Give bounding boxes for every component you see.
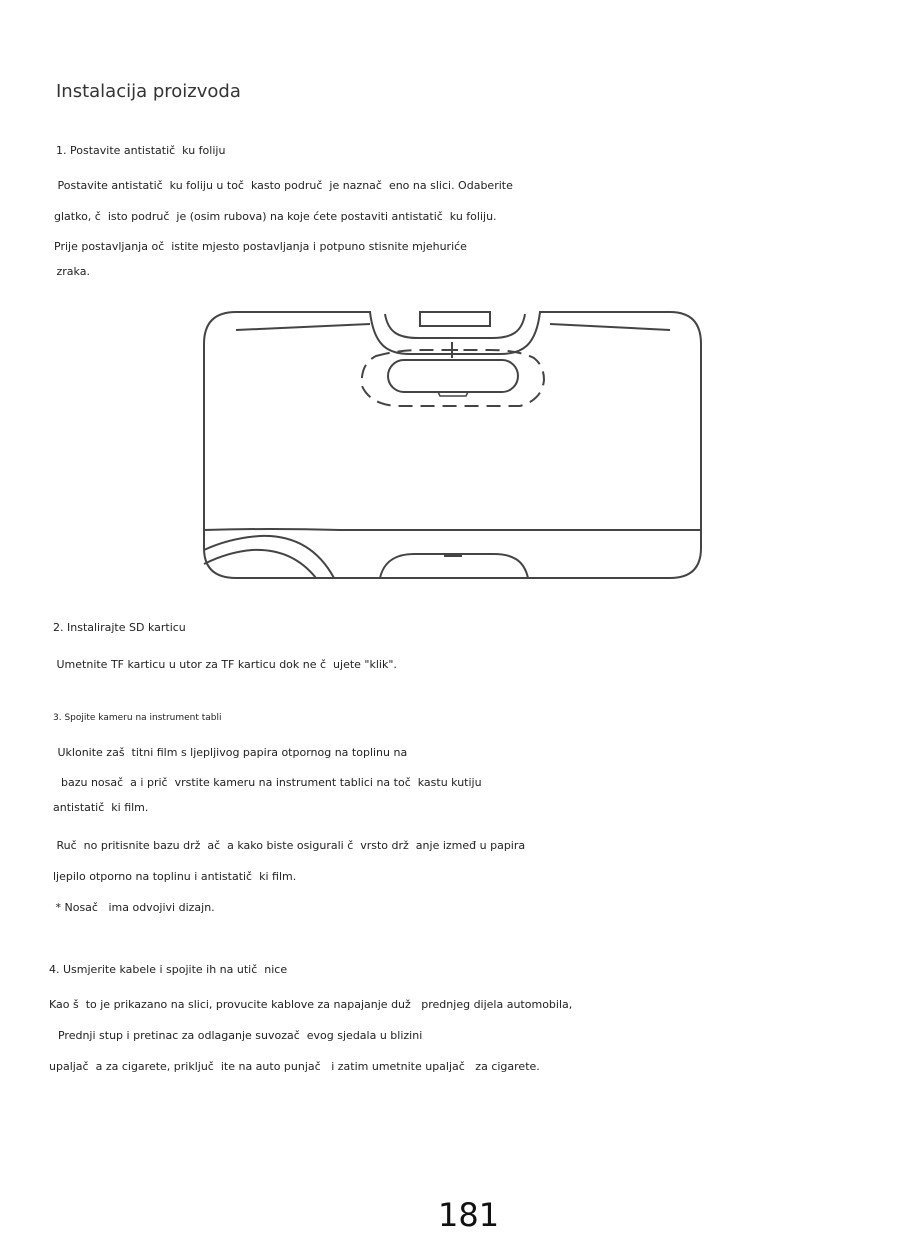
section-3-line: Ruč no pritisnite bazu drž ač a kako biste osigurali č vrsto drž anje izmeđ u papira (53, 839, 526, 852)
section-3-line: antistatič ki film. (53, 801, 149, 814)
section-1-line: Postavite antistatič ku foliju u toč kasto područ je naznač eno na slici. Odaberite (54, 179, 513, 192)
section-2-heading: 2. Instalirajte SD karticu (53, 621, 186, 634)
section-4-heading: 4. Usmjerite kabele i spojite ih na utič nice (49, 963, 288, 976)
section-1-line: zraka. (53, 265, 90, 278)
page-number: 181 (438, 1196, 500, 1234)
section-3-line: * Nosač ima odvojivi dizajn. (52, 901, 215, 914)
section-1-line: Prije postavljanja oč istite mjesto postavljanja i potpuno stisnite mjehuriće (54, 240, 467, 253)
section-4-line: Prednji stup i pretinac za odlaganje suvozač evog sjedala u blizini (51, 1029, 423, 1042)
section-4-line: Kao š to je prikazano na slici, provucite kablove za napajanje duž prednjeg dijela automobila, (49, 998, 573, 1011)
section-2-line: Umetnite TF karticu u utor za TF karticu dok ne č ujete "klik". (53, 658, 397, 671)
section-3-line: ljepilo otporno na toplinu i antistatič ki film. (53, 870, 297, 883)
section-1-heading: 1. Postavite antistatič ku foliju (56, 144, 226, 157)
section-1-line: glatko, č isto područ je (osim rubova) na koje ćete postaviti antistatič ku foliju. (54, 210, 497, 223)
section-3-heading: 3. Spojite kameru na instrument tabli (53, 713, 222, 723)
section-3-line: Uklonite zaš titni film s ljepljivog papira otpornog na toplinu na (54, 746, 408, 759)
section-3-line: bazu nosač a i prič vrstite kameru na instrument tablici na toč kastu kutiju (54, 776, 482, 789)
section-4-line: upaljač a za cigarete, priključ ite na auto punjač i zatim umetnite upaljač za cigarete. (49, 1060, 540, 1073)
page-title: Instalacija proizvoda (56, 81, 241, 102)
dashcam-back-diagram (200, 308, 705, 584)
